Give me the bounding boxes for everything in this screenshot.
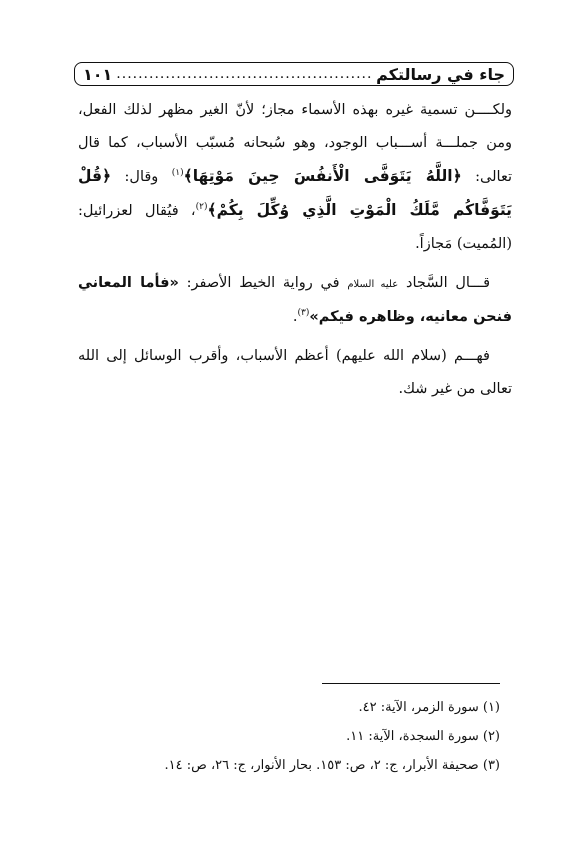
footnote-ref-1: (١): [171, 168, 184, 179]
honorific-glyph: عليه السلام: [347, 279, 399, 290]
page-number: ١٠١: [83, 64, 113, 84]
running-header: [74, 62, 514, 86]
footnote-ref-2: (٢): [195, 202, 208, 213]
paragraph-2-start: قـــال السَّجاد: [398, 275, 491, 291]
paragraph-1-end: ، فيُقال لعزرائيل: (المُميت) مَجازاً.: [78, 203, 512, 252]
footnote-2: (٢) سورة السجدة، الآية: ١١.: [346, 729, 500, 744]
paragraph-1-text: ولكــــن تسمية غيره بهذه الأسماء مجاز؛ لأنّ الغير مظهر لذلك الفعل، ومن جملـــة أســـباب الوجود، وهو سُبحانه مُسبّب الأسباب، كما قال تعالى:: [78, 102, 512, 185]
paragraph-1: [78, 94, 512, 261]
main-text: [78, 94, 512, 406]
footnote-1: (١) سورة الزمر، الآية: ٤٢.: [358, 700, 500, 715]
narration-quote: «فأما المعاني فنحن معانيه، وظاهره فيكم»: [78, 275, 512, 325]
paragraph-2: [78, 267, 512, 334]
quran-verse-2: ﴿قُلْ يَتَوَفَّاكُم مَّلَكُ الْمَوْتِ الَّذِي وُكِّلَ بِكُمْ﴾: [78, 167, 512, 219]
quran-verse-1: ﴿اللَّهُ يَتَوَفَّى الْأَنفُسَ حِينَ مَوْتِهَا﴾: [183, 167, 462, 185]
paragraph-2-mid: في رواية الخيط الأصفر:: [178, 275, 348, 291]
paragraph-3-text: فهـــم (سلام الله عليهم) أعظم الأسباب، وأقرب الوسائل إلى الله تعالى من غير شك.: [78, 348, 512, 397]
paragraph-1-mid: وقال:: [111, 169, 172, 185]
header-title: جاء في رسالتكم: [376, 64, 505, 84]
paragraph-2-end: .: [292, 309, 298, 325]
header-leader-dots: ...............................................: [116, 66, 373, 82]
footnote-ref-3: (٣): [297, 308, 310, 319]
footnotes: [78, 693, 500, 780]
footnote-3: (٣) صحيفة الأبرار، ج: ٢، ص: ١٥٣. بحار الأنوار، ج: ٢٦، ص: ١٤.: [164, 758, 500, 773]
footnote-separator: [322, 683, 500, 684]
paragraph-3: [78, 340, 512, 406]
